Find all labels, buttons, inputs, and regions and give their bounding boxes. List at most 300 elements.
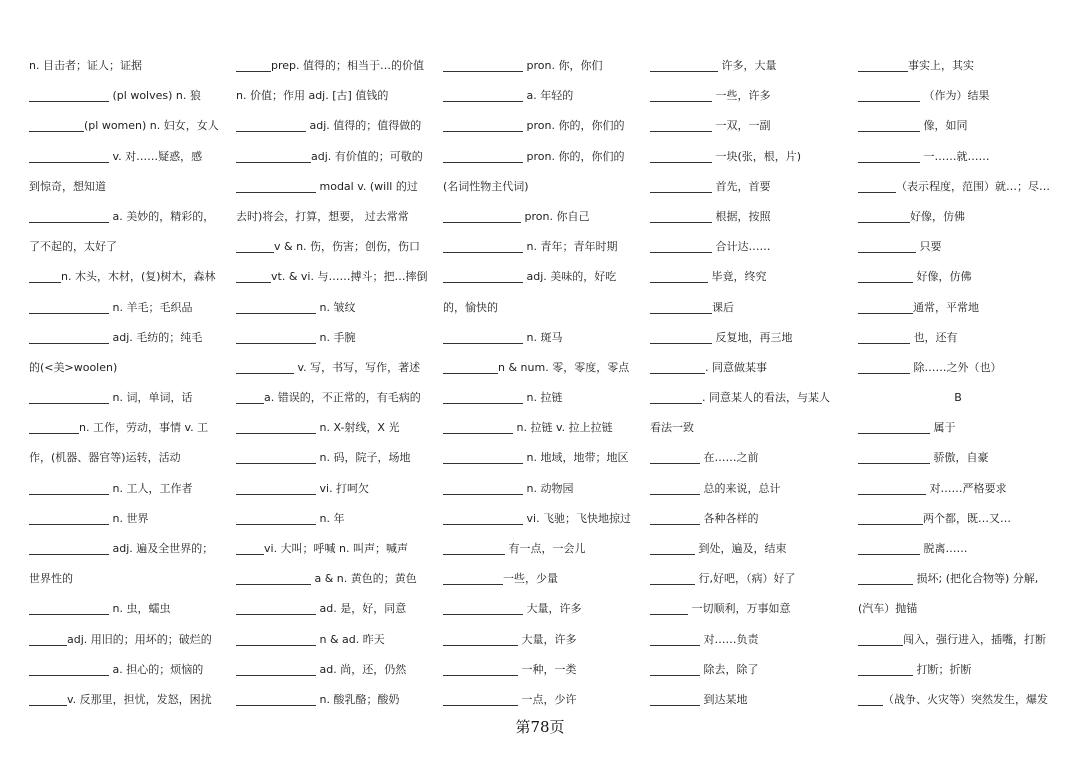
vocab-definition: 作，(机器、器官等)运转，活动 — [29, 451, 181, 465]
answer-blank[interactable] — [858, 238, 916, 253]
answer-blank[interactable] — [236, 238, 274, 253]
vocab-line — [650, 535, 850, 565]
vocab-definition: v. 对……疑惑，感 — [109, 149, 203, 163]
answer-blank[interactable] — [650, 449, 700, 464]
vocab-line — [236, 475, 436, 505]
vocab-line — [443, 143, 643, 173]
answer-blank[interactable] — [650, 299, 712, 314]
answer-blank[interactable] — [858, 299, 913, 314]
vocab-line — [650, 354, 850, 384]
vocab-definition: a. 错误的，不正常的，有毛病的 — [264, 391, 421, 405]
vocab-line — [236, 505, 436, 535]
answer-blank[interactable] — [443, 238, 523, 253]
column-5 — [858, 52, 1058, 716]
answer-blank[interactable] — [650, 570, 695, 585]
answer-blank[interactable] — [236, 449, 316, 464]
vocab-line — [236, 354, 436, 384]
answer-blank[interactable] — [236, 299, 316, 314]
vocab-definition: 一……就…… — [920, 149, 990, 163]
answer-blank[interactable] — [858, 329, 910, 344]
vocab-line — [443, 263, 643, 293]
vocab-definition: 一些，许多 — [712, 89, 771, 103]
vocab-definition: 反复地，再三地 — [712, 330, 793, 344]
answer-blank[interactable] — [443, 510, 523, 525]
vocab-definition: adj. 有价值的；可敬的 — [311, 149, 423, 163]
vocab-line — [650, 294, 850, 324]
vocab-definition: 的，愉快的 — [443, 300, 498, 314]
vocab-line — [858, 475, 1058, 505]
vocab-definition: vi. 打呵欠 — [316, 481, 370, 495]
vocab-line — [858, 52, 1058, 82]
vocab-definition: 在……之前 — [700, 451, 759, 465]
answer-blank[interactable] — [29, 419, 79, 434]
vocab-line — [858, 686, 1058, 716]
vocab-definition: n. 码，院子，场地 — [316, 451, 411, 465]
vocab-definition: 了不起的，太好了 — [29, 240, 117, 254]
vocab-line — [858, 203, 1058, 233]
answer-blank[interactable] — [236, 661, 316, 676]
vocab-line — [443, 475, 643, 505]
vocab-line — [650, 263, 850, 293]
answer-blank[interactable] — [650, 359, 705, 374]
vocab-definition: v. 写，书写，写作，著述 — [294, 360, 421, 374]
answer-blank[interactable] — [858, 570, 913, 585]
vocab-line — [858, 656, 1058, 686]
vocab-definition: 一种，一类 — [518, 662, 577, 676]
vocab-line — [29, 263, 229, 293]
vocab-definition: 好像，仿佛 — [913, 270, 972, 284]
answer-blank[interactable] — [443, 389, 523, 404]
vocab-definition: n. 斑马 — [523, 330, 563, 344]
vocab-definition: n. 木头，木材，(复)树木，森林 — [61, 270, 216, 284]
vocab-definition: n. X-射线，X 光 — [316, 421, 400, 435]
answer-blank[interactable] — [650, 691, 700, 706]
vocab-definition: n. 动物园 — [523, 481, 574, 495]
answer-blank[interactable] — [443, 208, 521, 223]
vocab-line — [236, 656, 436, 686]
vocab-line — [236, 565, 436, 595]
vocab-line — [443, 626, 643, 656]
vocab-definition: v. 反那里，担忧，发怒，困扰 — [67, 692, 212, 706]
vocab-definition: 好像，仿佛 — [910, 209, 965, 223]
vocab-definition: pron. 你，你们 — [523, 59, 603, 72]
answer-blank[interactable] — [858, 661, 913, 676]
answer-blank[interactable] — [443, 631, 518, 646]
vocab-definition: 事实上，其实 — [908, 59, 974, 72]
vocab-definition: 除去，除了 — [700, 662, 759, 676]
answer-blank[interactable] — [650, 600, 688, 615]
vocab-line — [858, 626, 1058, 656]
vocab-line — [650, 112, 850, 142]
answer-blank[interactable] — [236, 117, 306, 132]
vocab-definition: 损坏; (把化合物等) 分解, — [913, 572, 1039, 586]
answer-blank[interactable] — [650, 268, 708, 283]
vocab-definition: 到惊奇，想知道 — [29, 179, 106, 193]
vocab-line — [858, 444, 1058, 474]
vocab-definition: n. 年 — [316, 511, 345, 525]
vocab-line — [443, 565, 643, 595]
answer-blank[interactable] — [650, 148, 712, 163]
answer-blank[interactable] — [236, 419, 316, 434]
vocab-definition: n. 目击者；证人；证据 — [29, 59, 142, 72]
vocab-line — [236, 203, 436, 233]
vocab-line — [858, 414, 1058, 444]
vocab-line — [29, 686, 229, 716]
answer-blank[interactable] — [29, 208, 109, 223]
vocab-definition: vi. 飞驰；飞快地掠过 — [523, 511, 632, 525]
answer-blank[interactable] — [443, 87, 523, 102]
vocab-line — [29, 82, 229, 112]
vocab-definition: a & n. 黄色的；黄色 — [311, 572, 417, 586]
answer-blank[interactable] — [858, 117, 920, 132]
vocab-line — [443, 203, 643, 233]
vocab-line — [858, 112, 1058, 142]
vocab-definition: a. 担心的；烦恼的 — [109, 662, 204, 676]
answer-blank[interactable] — [650, 57, 718, 72]
vocab-line — [29, 656, 229, 686]
vocab-line — [236, 324, 436, 354]
vocab-line — [858, 535, 1058, 565]
vocab-definition: n. 词，单词，话 — [109, 391, 193, 405]
vocab-definition: 行,好吧，（病）好了 — [695, 572, 796, 586]
vocab-line — [650, 143, 850, 173]
vocab-line — [650, 444, 850, 474]
vocab-line — [236, 82, 436, 112]
vocab-definition: adj. 遍及全世界的； — [109, 542, 214, 555]
vocab-definition: vt. & vi. 与……搏斗；把…摔倒 — [271, 270, 428, 284]
answer-blank[interactable] — [236, 268, 271, 283]
answer-blank[interactable] — [443, 600, 523, 615]
answer-blank[interactable] — [443, 329, 523, 344]
column-4 — [650, 52, 850, 716]
answer-blank[interactable] — [443, 57, 523, 72]
vocab-line — [29, 384, 229, 414]
vocab-line — [236, 263, 436, 293]
column-1 — [29, 52, 229, 716]
answer-blank[interactable] — [650, 510, 700, 525]
answer-blank[interactable] — [650, 178, 712, 193]
vocab-definition: 也，还有 — [910, 330, 958, 344]
vocab-definition: 骄傲，自豪 — [930, 451, 989, 465]
answer-blank[interactable] — [650, 631, 700, 646]
answer-blank[interactable] — [650, 661, 700, 676]
vocab-definition: 有一点，一会儿 — [505, 542, 586, 555]
answer-blank[interactable] — [236, 480, 316, 495]
vocab-line — [443, 233, 643, 263]
vocab-line — [858, 565, 1058, 595]
answer-blank[interactable] — [236, 631, 316, 646]
vocab-line — [29, 626, 229, 656]
vocab-line — [443, 595, 643, 625]
vocab-line — [29, 52, 229, 82]
answer-blank[interactable] — [443, 268, 523, 283]
vocab-definition: modal v. (will 的过 — [316, 179, 418, 193]
vocab-line — [858, 324, 1058, 354]
vocab-line — [443, 656, 643, 686]
vocab-line — [236, 143, 436, 173]
answer-blank[interactable] — [858, 57, 908, 72]
vocab-definition: 一双，一副 — [712, 119, 771, 133]
vocab-line — [858, 173, 1058, 203]
answer-blank[interactable] — [443, 359, 498, 374]
answer-blank[interactable] — [29, 117, 84, 132]
answer-blank[interactable] — [236, 600, 316, 615]
vocab-line — [29, 505, 229, 535]
answer-blank[interactable] — [858, 691, 883, 706]
vocab-definition: n. 世界 — [109, 511, 149, 525]
vocab-line — [236, 384, 436, 414]
answer-blank[interactable] — [29, 691, 67, 706]
vocab-definition: （表示程度，范围）就…；尽… — [896, 179, 1050, 193]
vocab-line — [650, 686, 850, 716]
answer-blank[interactable] — [443, 449, 523, 464]
vocab-line — [29, 444, 229, 474]
vocab-line — [236, 112, 436, 142]
answer-blank[interactable] — [443, 661, 518, 676]
vocab-definition: adj. 美味的，好吃 — [523, 270, 617, 284]
vocab-definition: 一些，少量 — [503, 572, 558, 586]
vocab-definition: n & ad. 昨天 — [316, 632, 385, 646]
vocab-line — [650, 173, 850, 203]
vocab-line — [650, 475, 850, 505]
answer-blank[interactable] — [858, 449, 930, 464]
vocab-definition: 看法一致 — [650, 421, 694, 435]
vocab-definition: n & num. 零，零度，零点 — [498, 360, 630, 374]
answer-blank[interactable] — [236, 570, 311, 585]
vocab-definition: adj. 毛纺的；纯毛 — [109, 330, 203, 344]
answer-blank[interactable] — [858, 268, 913, 283]
vocab-definition: ad. 尚，还，仍然 — [316, 662, 407, 676]
vocab-line — [650, 324, 850, 354]
vocab-definition: 通常，平常地 — [913, 300, 979, 314]
answer-blank[interactable] — [650, 480, 700, 495]
answer-blank[interactable] — [29, 87, 109, 102]
answer-blank[interactable] — [29, 299, 109, 314]
answer-blank[interactable] — [29, 389, 109, 404]
vocab-line — [29, 173, 229, 203]
answer-blank[interactable] — [29, 540, 109, 555]
vocab-definition: a. 年轻的 — [523, 89, 574, 103]
answer-blank[interactable] — [236, 148, 311, 163]
vocab-definition: 除……之外（也） — [910, 360, 1002, 374]
vocab-definition: （作为）结果 — [920, 89, 990, 103]
vocab-definition: pron. 你的，你们的 — [523, 119, 625, 133]
vocab-line — [650, 414, 850, 444]
vocab-line — [29, 324, 229, 354]
answer-blank[interactable] — [29, 148, 109, 163]
vocab-definition: 合计达…… — [712, 240, 771, 254]
vocab-line — [29, 294, 229, 324]
answer-blank[interactable] — [236, 540, 264, 555]
answer-blank[interactable] — [29, 480, 109, 495]
vocab-line — [443, 173, 643, 203]
vocab-definition: pron. 你自己 — [521, 209, 590, 223]
vocab-line — [29, 233, 229, 263]
answer-blank[interactable] — [29, 510, 109, 525]
vocab-line — [236, 595, 436, 625]
column-2 — [236, 52, 436, 716]
vocab-line — [858, 595, 1058, 625]
vocab-definition: n. 皱纹 — [316, 300, 356, 314]
answer-blank[interactable] — [443, 117, 523, 132]
answer-blank[interactable] — [236, 691, 316, 706]
answer-blank[interactable] — [29, 631, 67, 646]
vocab-definition: (名词性物主代词) — [443, 179, 529, 193]
answer-blank[interactable] — [443, 419, 513, 434]
vocab-line — [29, 203, 229, 233]
vocab-definition: pron. 你的，你们的 — [523, 149, 625, 163]
answer-blank[interactable] — [236, 359, 294, 374]
answer-blank[interactable] — [858, 87, 920, 102]
vocab-line — [236, 444, 436, 474]
vocab-definition: 属于 — [930, 421, 956, 435]
answer-blank[interactable] — [858, 480, 926, 495]
vocab-line — [236, 233, 436, 263]
vocab-definition: 对……负责 — [700, 632, 759, 646]
vocab-line — [858, 143, 1058, 173]
answer-blank[interactable] — [650, 208, 712, 223]
answer-blank[interactable] — [650, 117, 712, 132]
vocab-line — [443, 112, 643, 142]
vocab-line — [858, 505, 1058, 535]
vocab-line — [650, 82, 850, 112]
vocab-definition: n. 酸乳酪；酸奶 — [316, 692, 400, 706]
vocab-definition: n. 羊毛；毛织品 — [109, 300, 193, 314]
answer-blank[interactable] — [29, 329, 109, 344]
vocab-line — [29, 475, 229, 505]
vocab-line — [29, 595, 229, 625]
vocab-definition: (pl wolves) n. 狼 — [109, 89, 201, 103]
vocab-definition: 对……严格要求 — [926, 481, 1007, 495]
vocab-line — [443, 414, 643, 444]
vocab-line — [443, 505, 643, 535]
vocab-line — [650, 656, 850, 686]
vocab-definition: 打断；折断 — [913, 662, 972, 676]
vocab-definition: 许多，大量 — [718, 59, 777, 72]
vocab-definition: n. 手腕 — [316, 330, 356, 344]
answer-blank[interactable] — [858, 631, 903, 646]
vocab-line — [443, 324, 643, 354]
answer-blank[interactable] — [443, 540, 505, 555]
answer-blank[interactable] — [650, 87, 712, 102]
answer-blank[interactable] — [858, 178, 896, 193]
vocab-definition: n. 拉链 v. 拉上拉链 — [513, 421, 613, 435]
vocab-line — [650, 384, 850, 414]
vocab-definition: n. 工作，劳动，事情 v. 工 — [79, 421, 209, 435]
vocab-line — [443, 535, 643, 565]
answer-blank[interactable] — [236, 510, 316, 525]
vocab-definition: 闯入，强行进入，插嘴，打断 — [903, 632, 1046, 646]
answer-blank[interactable] — [858, 208, 910, 223]
vocab-line — [236, 535, 436, 565]
vocab-line — [29, 565, 229, 595]
vocab-line — [29, 535, 229, 565]
answer-blank[interactable] — [858, 359, 910, 374]
vocab-line — [29, 414, 229, 444]
vocab-line — [650, 565, 850, 595]
vocab-definition: n. 价值；作用 adj. [古] 值钱的 — [236, 89, 389, 103]
answer-blank[interactable] — [650, 389, 702, 404]
vocab-definition: prep. 值得的；相当于…的价值 — [271, 59, 425, 72]
vocab-line — [29, 354, 229, 384]
vocab-line — [236, 686, 436, 716]
vocab-definition: v & n. 伤，伤害；创伤，伤口 — [274, 240, 421, 254]
vocab-definition: 像，如同 — [920, 119, 968, 133]
vocab-definition: 两个都，既…又… — [923, 511, 1011, 525]
vocab-line — [443, 52, 643, 82]
answer-blank[interactable] — [236, 329, 316, 344]
vocab-definition: 大量，许多 — [523, 602, 582, 616]
answer-blank[interactable] — [29, 268, 61, 283]
vocab-definition: n. 拉链 — [523, 391, 563, 405]
answer-blank[interactable] — [236, 57, 271, 72]
vocab-definition: 各种各样的 — [700, 511, 759, 525]
vocab-definition: 一切顺利，万事如意 — [688, 602, 791, 616]
answer-blank[interactable] — [858, 510, 923, 525]
vocab-definition: vi. 大叫；呼喊 n. 叫声；喊声 — [264, 542, 409, 555]
vocab-definition: ad. 是，好，同意 — [316, 602, 407, 616]
vocab-definition: 去时)将会，打算，想要， 过去常常 — [236, 209, 409, 223]
answer-blank[interactable] — [858, 148, 920, 163]
answer-blank[interactable] — [858, 540, 920, 555]
vocab-definition: 根据，按照 — [712, 209, 771, 223]
vocab-definition: adj. 值得的；值得做的 — [306, 119, 422, 133]
answer-blank[interactable] — [443, 570, 503, 585]
vocab-line — [858, 294, 1058, 324]
vocab-line — [650, 203, 850, 233]
answer-blank[interactable] — [236, 178, 316, 193]
vocab-line — [443, 294, 643, 324]
answer-blank[interactable] — [650, 329, 712, 344]
column-3 — [443, 52, 643, 716]
vocab-definition: 一点，少许 — [518, 692, 577, 706]
answer-blank[interactable] — [236, 389, 264, 404]
vocab-line — [858, 354, 1058, 384]
vocab-line — [29, 143, 229, 173]
answer-blank[interactable] — [650, 540, 695, 555]
vocab-definition: 到处，遍及，结束 — [695, 542, 787, 555]
answer-blank[interactable] — [29, 600, 109, 615]
answer-blank[interactable] — [650, 238, 712, 253]
vocab-definition: 只要 — [916, 240, 942, 254]
vocab-line — [650, 595, 850, 625]
vocab-line — [236, 626, 436, 656]
vocab-line — [650, 233, 850, 263]
vocab-definition: adj. 用旧的；用坏的；破烂的 — [67, 632, 212, 646]
section-heading: B — [954, 391, 962, 405]
vocab-definition: . 同意做某事 — [705, 360, 767, 374]
vocab-definition: 的(<美>woolen) — [29, 360, 118, 374]
vocab-line — [443, 686, 643, 716]
vocab-line — [650, 505, 850, 535]
answer-blank[interactable] — [29, 661, 109, 676]
answer-blank[interactable] — [443, 148, 523, 163]
vocab-line — [650, 52, 850, 82]
vocab-definition: 总的来说，总计 — [700, 481, 781, 495]
vocab-definition: 到达某地 — [700, 692, 748, 706]
vocab-definition: . 同意某人的看法，与某人 — [702, 391, 830, 405]
answer-blank[interactable] — [443, 691, 518, 706]
vocab-definition: (汽车）抛锚 — [858, 602, 918, 616]
answer-blank[interactable] — [443, 480, 523, 495]
vocab-definition: n. 虫，蠕虫 — [109, 602, 171, 616]
vocab-definition: 毕竟，终究 — [708, 270, 767, 284]
vocab-line — [443, 384, 643, 414]
vocab-line — [858, 82, 1058, 112]
answer-blank[interactable] — [858, 419, 930, 434]
vocab-definition: (pl women) n. 妇女，女人 — [84, 119, 219, 133]
vocab-line — [443, 354, 643, 384]
